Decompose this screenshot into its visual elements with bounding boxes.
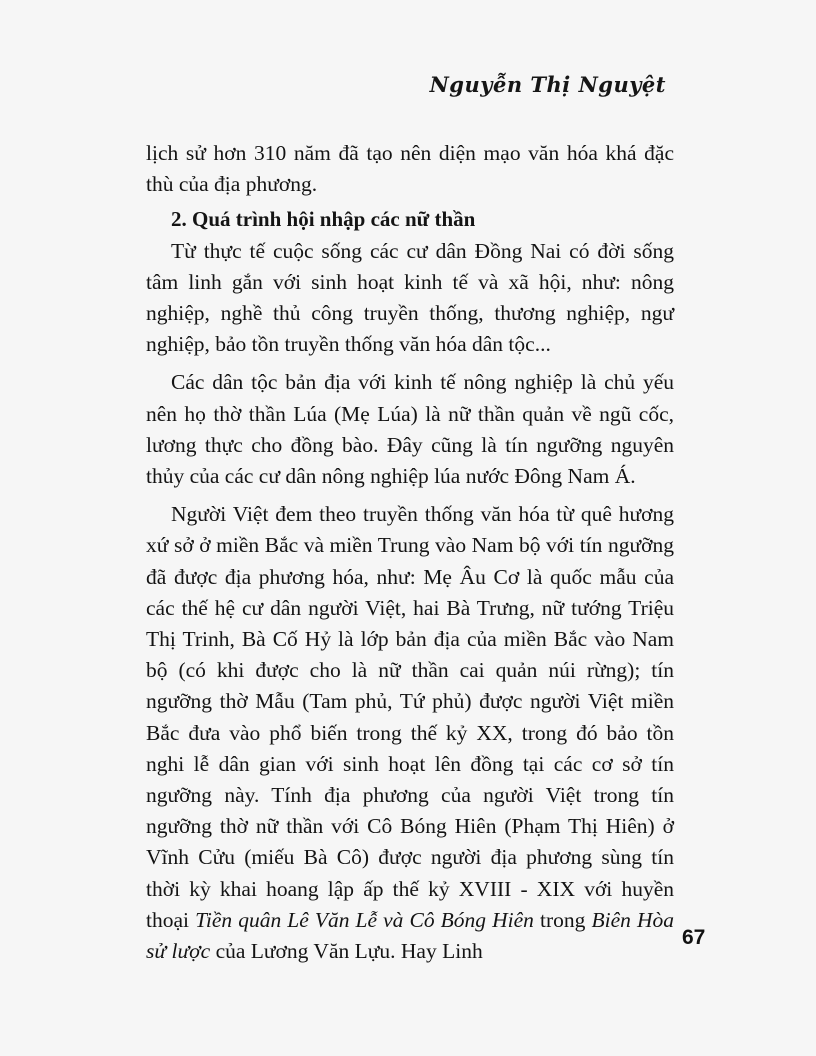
page-number: 67 xyxy=(682,926,706,949)
section-heading: 2. Quá trình hội nhập các nữ thần xyxy=(171,207,476,232)
paragraph-3-italic-legend: Tiền quân Lê Văn Lễ và Cô Bóng Hiên xyxy=(195,907,534,932)
paragraph-1: Từ thực tế cuộc sống các cư dân Đồng Nai có đời sống tâm linh gắn với sinh hoạt kinh tế và xã hội, như: nông nghiệp, nghề thủ công truyền thống, thương nghiệp, ngư nghiệp, bảo tồn truyền thống văn hóa dân tộc... xyxy=(146,238,674,357)
paragraph-3 xyxy=(146,499,674,967)
running-header-author: Nguyễn Thị Nguyệt xyxy=(429,72,666,97)
paragraph-2: Các dân tộc bản địa với kinh tế nông nghiệp là chủ yếu nên họ thờ thần Lúa (Mẹ Lúa) là nữ thần quản về ngũ cốc, lương thực cho đồng bào. Đây cũng là tín ngưỡng nguyên thủy của các cư dân nông nghiệp lúa nước Đông Nam Á. xyxy=(146,370,674,489)
paragraph-3-text-b: trong xyxy=(533,907,592,932)
paragraph-continued: lịch sử hơn 310 năm đã tạo nên diện mạo văn hóa khá đặc thù của địa phương. xyxy=(146,141,674,197)
paragraph-3-text-a: Người Việt đem theo truyền thống văn hóa từ quê hương xứ sở ở miền Bắc và miền Trung vào Nam bộ với tín ngưỡng đã được địa phương hóa, như: Mẹ Âu Cơ là quốc mẫu của các thế hệ cư dân người Việt, hai Bà Trưng, nữ tướng Triệu Thị Trinh, Bà Cố Hỷ là lớp bản địa của miền Bắc vào Nam bộ (có khi được cho là nữ thần cai quản núi rừng); tín ngưỡng thờ Mẫu (Tam phủ, Tứ phủ) được người Việt miền Bắc đưa vào phổ biến trong thế kỷ XX, trong đó bảo tồn nghi lễ dân gian với sinh hoạt lên đồng tại các cơ sở tín ngưỡng này. Tính địa phương của người Việt trong tín ngưỡng thờ nữ thần với Cô Bóng Hiên (Phạm Thị Hiên) ở Vĩnh Cửu (miếu Bà Cô) được người địa phương sùng tín thời kỳ khai hoang lập ấp thế kỷ XVIII - XIX với huyền thoại xyxy=(146,502,674,932)
paragraph-3-italic-book: Biên Hòa sử lược xyxy=(146,907,674,964)
paragraph-3-text-c: của Lương Văn Lựu. Hay Linh xyxy=(210,939,483,964)
body-text xyxy=(146,138,674,967)
